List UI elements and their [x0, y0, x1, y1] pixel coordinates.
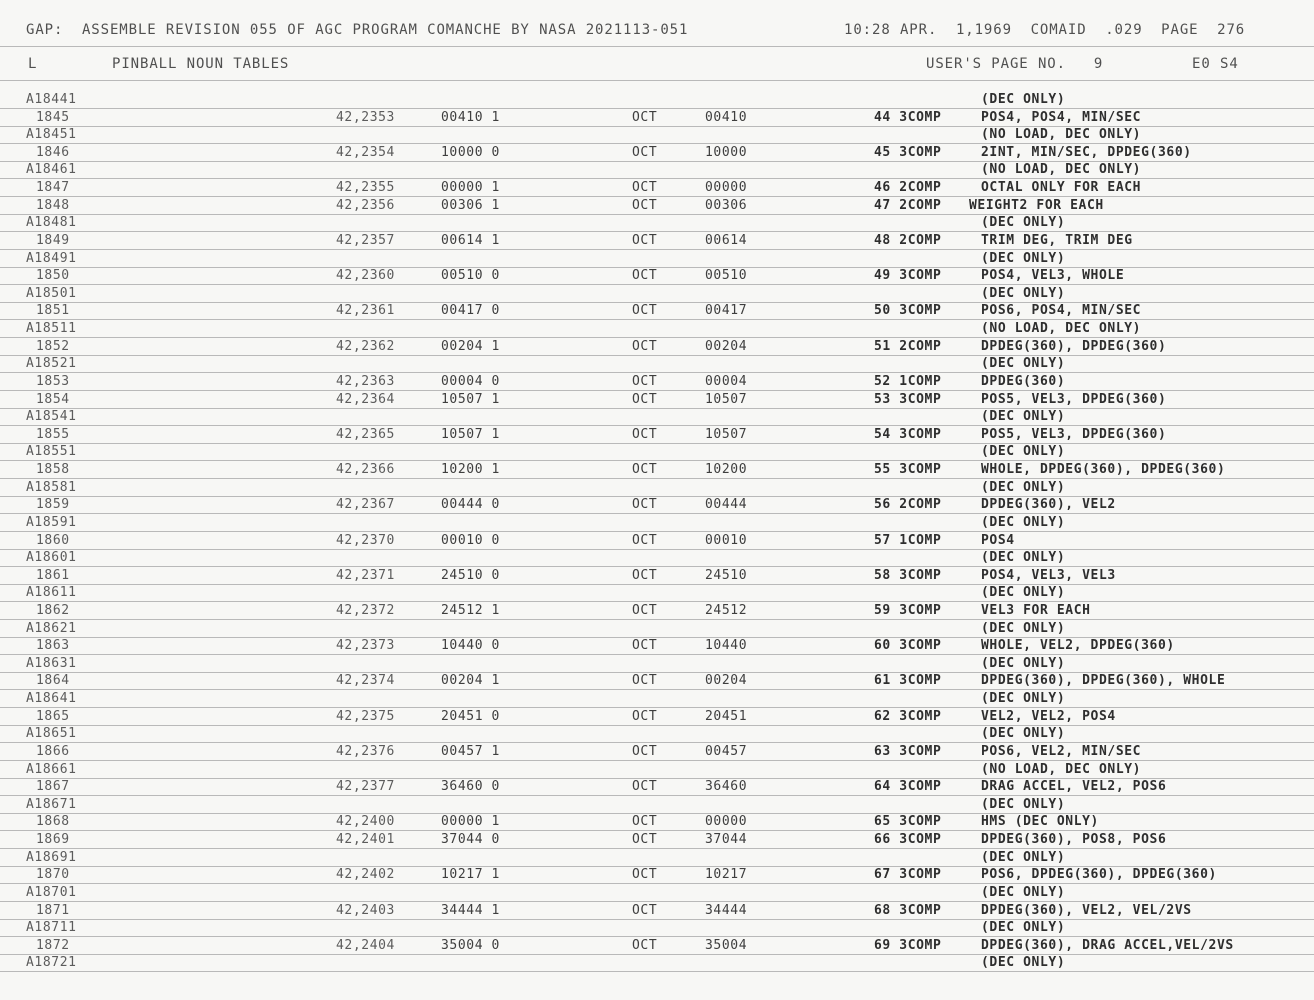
- noun-description: POS6, VEL2, MIN/SEC: [981, 744, 1142, 759]
- address: 42,2357: [336, 233, 395, 248]
- operand-value: 10200: [705, 462, 748, 477]
- comment-text: (NO LOAD, DEC ONLY): [981, 127, 1142, 142]
- row-rule: [0, 443, 1314, 444]
- comment-text: (DEC ONLY): [981, 955, 1066, 970]
- line-number: 1870: [36, 867, 70, 882]
- operand-value: 10217: [705, 867, 748, 882]
- line-number: 1853: [36, 374, 70, 389]
- line-number: 1852: [36, 339, 70, 354]
- comment-text: (DEC ONLY): [981, 726, 1066, 741]
- octal-word: 00410 1: [441, 110, 500, 125]
- card-id: A18601: [26, 550, 77, 565]
- operand-value: 00444: [705, 497, 748, 512]
- noun-number: 54 3COMP: [874, 427, 942, 442]
- operand-value: 00204: [705, 673, 748, 688]
- noun-description: OCTAL ONLY FOR EACH: [981, 180, 1142, 195]
- opcode: OCT: [632, 392, 658, 407]
- card-id: A18581: [26, 480, 77, 495]
- card-id: A18491: [26, 251, 77, 266]
- noun-description: POS5, VEL3, DPDEG(360): [981, 427, 1167, 442]
- line-number: 1858: [36, 462, 70, 477]
- noun-description: POS4, POS4, MIN/SEC: [981, 110, 1142, 125]
- comment-text: (DEC ONLY): [981, 585, 1066, 600]
- row-rule: [0, 725, 1314, 726]
- noun-description: DPDEG(360), DPDEG(360): [981, 339, 1167, 354]
- address: 42,2366: [336, 462, 395, 477]
- operand-value: 35004: [705, 938, 748, 953]
- header-rule-2: [0, 80, 1314, 81]
- operand-value: 24510: [705, 568, 748, 583]
- noun-description: POS6, POS4, MIN/SEC: [981, 303, 1142, 318]
- row-rule: [0, 954, 1314, 955]
- address: 42,2373: [336, 638, 395, 653]
- operand-value: 00204: [705, 339, 748, 354]
- noun-number: 51 2COMP: [874, 339, 942, 354]
- octal-word: 24510 0: [441, 568, 500, 583]
- card-id: A18551: [26, 444, 77, 459]
- noun-number: 63 3COMP: [874, 744, 942, 759]
- octal-word: 00444 0: [441, 497, 500, 512]
- line-number: 1865: [36, 709, 70, 724]
- octal-word: 00306 1: [441, 198, 500, 213]
- opcode: OCT: [632, 110, 658, 125]
- comment-text: (DEC ONLY): [981, 850, 1066, 865]
- address: 42,2401: [336, 832, 395, 847]
- operand-value: 00410: [705, 110, 748, 125]
- octal-word: 00004 0: [441, 374, 500, 389]
- card-id: A18441: [26, 92, 77, 107]
- noun-number: 68 3COMP: [874, 903, 942, 918]
- address: 42,2367: [336, 497, 395, 512]
- card-id: A18501: [26, 286, 77, 301]
- users-page-number: USER'S PAGE NO. 9: [926, 56, 1104, 72]
- noun-description: DPDEG(360), VEL2: [981, 497, 1116, 512]
- opcode: OCT: [632, 903, 658, 918]
- noun-description: DPDEG(360), DPDEG(360), WHOLE: [981, 673, 1226, 688]
- line-number: 1867: [36, 779, 70, 794]
- row-rule: [0, 742, 1314, 743]
- comment-text: (DEC ONLY): [981, 215, 1066, 230]
- noun-description: DPDEG(360), VEL2, VEL/2VS: [981, 903, 1192, 918]
- noun-description: VEL3 FOR EACH: [981, 603, 1091, 618]
- card-id: A18691: [26, 850, 77, 865]
- octal-word: 10200 1: [441, 462, 500, 477]
- card-id: A18711: [26, 920, 77, 935]
- line-number: 1862: [36, 603, 70, 618]
- operand-value: 00417: [705, 303, 748, 318]
- octal-word: 00614 1: [441, 233, 500, 248]
- noun-description: POS5, VEL3, DPDEG(360): [981, 392, 1167, 407]
- row-rule: [0, 971, 1314, 972]
- line-number: 1868: [36, 814, 70, 829]
- address: 42,2376: [336, 744, 395, 759]
- row-rule: [0, 654, 1314, 655]
- octal-word: 00510 0: [441, 268, 500, 283]
- operand-value: 10507: [705, 392, 748, 407]
- comment-text: (DEC ONLY): [981, 356, 1066, 371]
- operand-value: 00614: [705, 233, 748, 248]
- octal-word: 36460 0: [441, 779, 500, 794]
- row-rule: [0, 390, 1314, 391]
- card-id: A18591: [26, 515, 77, 530]
- address: 42,2370: [336, 533, 395, 548]
- card-id: A18451: [26, 127, 77, 142]
- noun-number: 44 3COMP: [874, 110, 942, 125]
- address: 42,2374: [336, 673, 395, 688]
- page-tag: E0 S4: [1192, 56, 1239, 72]
- address: 42,2353: [336, 110, 395, 125]
- octal-word: 10507 1: [441, 392, 500, 407]
- noun-description: DRAG ACCEL, VEL2, POS6: [981, 779, 1167, 794]
- row-rule: [0, 249, 1314, 250]
- opcode: OCT: [632, 180, 658, 195]
- address: 42,2354: [336, 145, 395, 160]
- line-number: 1869: [36, 832, 70, 847]
- opcode: OCT: [632, 638, 658, 653]
- octal-word: 00417 0: [441, 303, 500, 318]
- card-id: A18651: [26, 726, 77, 741]
- address: 42,2371: [336, 568, 395, 583]
- row-rule: [0, 936, 1314, 937]
- comment-text: (DEC ONLY): [981, 444, 1066, 459]
- noun-description: WEIGHT2 FOR EACH: [969, 198, 1104, 213]
- row-rule: [0, 143, 1314, 144]
- row-rule: [0, 214, 1314, 215]
- noun-description: WHOLE, VEL2, DPDEG(360): [981, 638, 1175, 653]
- operand-value: 10440: [705, 638, 748, 653]
- octal-word: 35004 0: [441, 938, 500, 953]
- noun-number: 62 3COMP: [874, 709, 942, 724]
- noun-number: 47 2COMP: [874, 198, 942, 213]
- operand-value: 00004: [705, 374, 748, 389]
- card-id: A18541: [26, 409, 77, 424]
- row-rule: [0, 901, 1314, 902]
- line-number: 1854: [36, 392, 70, 407]
- address: 42,2360: [336, 268, 395, 283]
- comment-text: (DEC ONLY): [981, 480, 1066, 495]
- address: 42,2355: [336, 180, 395, 195]
- octal-word: 37044 0: [441, 832, 500, 847]
- noun-number: 57 1COMP: [874, 533, 942, 548]
- noun-number: 58 3COMP: [874, 568, 942, 583]
- line-number: 1860: [36, 533, 70, 548]
- opcode: OCT: [632, 744, 658, 759]
- line-number: 1872: [36, 938, 70, 953]
- row-rule: [0, 284, 1314, 285]
- noun-description: VEL2, VEL2, POS4: [981, 709, 1116, 724]
- opcode: OCT: [632, 145, 658, 160]
- operand-value: 24512: [705, 603, 748, 618]
- octal-word: 00000 1: [441, 814, 500, 829]
- opcode: OCT: [632, 233, 658, 248]
- row-rule: [0, 513, 1314, 514]
- noun-description: POS4, VEL3, VEL3: [981, 568, 1116, 583]
- row-rule: [0, 178, 1314, 179]
- noun-description: 2INT, MIN/SEC, DPDEG(360): [981, 145, 1192, 160]
- octal-word: 24512 1: [441, 603, 500, 618]
- noun-number: 67 3COMP: [874, 867, 942, 882]
- row-rule: [0, 830, 1314, 831]
- opcode: OCT: [632, 568, 658, 583]
- line-number: 1850: [36, 268, 70, 283]
- section-title: PINBALL NOUN TABLES: [112, 56, 290, 72]
- line-number: 1863: [36, 638, 70, 653]
- noun-description: HMS (DEC ONLY): [981, 814, 1099, 829]
- row-rule: [0, 531, 1314, 532]
- opcode: OCT: [632, 268, 658, 283]
- comment-text: (NO LOAD, DEC ONLY): [981, 321, 1142, 336]
- row-rule: [0, 919, 1314, 920]
- line-number: 1861: [36, 568, 70, 583]
- card-id: A18461: [26, 162, 77, 177]
- noun-number: 50 3COMP: [874, 303, 942, 318]
- operand-value: 10000: [705, 145, 748, 160]
- row-rule: [0, 883, 1314, 884]
- row-rule: [0, 196, 1314, 197]
- line-number: 1851: [36, 303, 70, 318]
- opcode: OCT: [632, 374, 658, 389]
- operand-value: 36460: [705, 779, 748, 794]
- line-number: 1859: [36, 497, 70, 512]
- noun-number: 45 3COMP: [874, 145, 942, 160]
- noun-number: 66 3COMP: [874, 832, 942, 847]
- comment-text: (DEC ONLY): [981, 621, 1066, 636]
- card-id: A18721: [26, 955, 77, 970]
- row-rule: [0, 619, 1314, 620]
- operand-value: 10507: [705, 427, 748, 442]
- noun-number: 52 1COMP: [874, 374, 942, 389]
- card-id: A18701: [26, 885, 77, 900]
- address: 42,2375: [336, 709, 395, 724]
- octal-word: 00457 1: [441, 744, 500, 759]
- opcode: OCT: [632, 832, 658, 847]
- row-rule: [0, 689, 1314, 690]
- octal-word: 00204 1: [441, 673, 500, 688]
- comment-text: (DEC ONLY): [981, 691, 1066, 706]
- address: 42,2363: [336, 374, 395, 389]
- row-rule: [0, 707, 1314, 708]
- line-number: 1871: [36, 903, 70, 918]
- operand-value: 37044: [705, 832, 748, 847]
- octal-word: 00010 0: [441, 533, 500, 548]
- noun-number: 56 2COMP: [874, 497, 942, 512]
- noun-description: DPDEG(360): [981, 374, 1066, 389]
- noun-description: WHOLE, DPDEG(360), DPDEG(360): [981, 462, 1226, 477]
- noun-number: 64 3COMP: [874, 779, 942, 794]
- noun-number: 61 3COMP: [874, 673, 942, 688]
- opcode: OCT: [632, 779, 658, 794]
- row-rule: [0, 478, 1314, 479]
- opcode: OCT: [632, 427, 658, 442]
- row-rule: [0, 460, 1314, 461]
- operand-value: 00510: [705, 268, 748, 283]
- comment-text: (DEC ONLY): [981, 920, 1066, 935]
- header-date-page: 10:28 APR. 1,1969 COMAID .029 PAGE 276: [844, 22, 1246, 38]
- comment-text: (NO LOAD, DEC ONLY): [981, 162, 1142, 177]
- octal-word: 10217 1: [441, 867, 500, 882]
- row-rule: [0, 848, 1314, 849]
- row-rule: [0, 337, 1314, 338]
- operand-value: 34444: [705, 903, 748, 918]
- octal-word: 00000 1: [441, 180, 500, 195]
- octal-word: 10000 0: [441, 145, 500, 160]
- row-rule: [0, 760, 1314, 761]
- row-rule: [0, 795, 1314, 796]
- line-number: 1847: [36, 180, 70, 195]
- header-rule: [0, 46, 1314, 47]
- card-id: A18521: [26, 356, 77, 371]
- row-rule: [0, 549, 1314, 550]
- line-number: 1864: [36, 673, 70, 688]
- card-id: A18631: [26, 656, 77, 671]
- opcode: OCT: [632, 303, 658, 318]
- comment-text: (DEC ONLY): [981, 656, 1066, 671]
- noun-description: TRIM DEG, TRIM DEG: [981, 233, 1133, 248]
- noun-description: POS6, DPDEG(360), DPDEG(360): [981, 867, 1217, 882]
- header-col-l: L: [28, 56, 38, 72]
- noun-number: 53 3COMP: [874, 392, 942, 407]
- address: 42,2402: [336, 867, 395, 882]
- opcode: OCT: [632, 673, 658, 688]
- octal-word: 10507 1: [441, 427, 500, 442]
- opcode: OCT: [632, 462, 658, 477]
- octal-word: 00204 1: [441, 339, 500, 354]
- noun-description: POS4: [981, 533, 1015, 548]
- card-id: A18621: [26, 621, 77, 636]
- address: 42,2403: [336, 903, 395, 918]
- comment-text: (DEC ONLY): [981, 550, 1066, 565]
- noun-number: 69 3COMP: [874, 938, 942, 953]
- address: 42,2364: [336, 392, 395, 407]
- noun-number: 59 3COMP: [874, 603, 942, 618]
- line-number: 1855: [36, 427, 70, 442]
- opcode: OCT: [632, 339, 658, 354]
- address: 42,2372: [336, 603, 395, 618]
- opcode: OCT: [632, 603, 658, 618]
- line-number: 1866: [36, 744, 70, 759]
- card-id: A18481: [26, 215, 77, 230]
- noun-number: 60 3COMP: [874, 638, 942, 653]
- octal-word: 10440 0: [441, 638, 500, 653]
- row-rule: [0, 425, 1314, 426]
- row-rule: [0, 601, 1314, 602]
- address: 42,2400: [336, 814, 395, 829]
- opcode: OCT: [632, 533, 658, 548]
- row-rule: [0, 408, 1314, 409]
- operand-value: 00306: [705, 198, 748, 213]
- opcode: OCT: [632, 938, 658, 953]
- address: 42,2361: [336, 303, 395, 318]
- noun-number: 46 2COMP: [874, 180, 942, 195]
- line-number: 1845: [36, 110, 70, 125]
- comment-text: (NO LOAD, DEC ONLY): [981, 762, 1142, 777]
- card-id: A18611: [26, 585, 77, 600]
- noun-description: DPDEG(360), POS8, POS6: [981, 832, 1167, 847]
- comment-text: (DEC ONLY): [981, 286, 1066, 301]
- operand-value: 20451: [705, 709, 748, 724]
- row-rule: [0, 108, 1314, 109]
- line-number: 1846: [36, 145, 70, 160]
- operand-value: 00010: [705, 533, 748, 548]
- operand-value: 00000: [705, 814, 748, 829]
- row-rule: [0, 231, 1314, 232]
- comment-text: (DEC ONLY): [981, 885, 1066, 900]
- row-rule: [0, 319, 1314, 320]
- card-id: A18511: [26, 321, 77, 336]
- opcode: OCT: [632, 867, 658, 882]
- comment-text: (DEC ONLY): [981, 251, 1066, 266]
- octal-word: 34444 1: [441, 903, 500, 918]
- address: 42,2377: [336, 779, 395, 794]
- noun-number: 49 3COMP: [874, 268, 942, 283]
- comment-text: (DEC ONLY): [981, 797, 1066, 812]
- noun-description: DPDEG(360), DRAG ACCEL,VEL/2VS: [981, 938, 1234, 953]
- operand-value: 00000: [705, 180, 748, 195]
- opcode: OCT: [632, 709, 658, 724]
- line-number: 1849: [36, 233, 70, 248]
- noun-number: 65 3COMP: [874, 814, 942, 829]
- comment-text: (DEC ONLY): [981, 92, 1066, 107]
- line-number: 1848: [36, 198, 70, 213]
- address: 42,2356: [336, 198, 395, 213]
- noun-number: 48 2COMP: [874, 233, 942, 248]
- opcode: OCT: [632, 497, 658, 512]
- header-program-title: GAP: ASSEMBLE REVISION 055 OF AGC PROGRAM COMANCHE BY NASA 2021113-051: [26, 22, 689, 38]
- opcode: OCT: [632, 814, 658, 829]
- address: 42,2365: [336, 427, 395, 442]
- octal-word: 20451 0: [441, 709, 500, 724]
- row-rule: [0, 584, 1314, 585]
- card-id: A18671: [26, 797, 77, 812]
- opcode: OCT: [632, 198, 658, 213]
- row-rule: [0, 355, 1314, 356]
- noun-number: 55 3COMP: [874, 462, 942, 477]
- comment-text: (DEC ONLY): [981, 515, 1066, 530]
- noun-description: POS4, VEL3, WHOLE: [981, 268, 1125, 283]
- address: 42,2362: [336, 339, 395, 354]
- card-id: A18661: [26, 762, 77, 777]
- operand-value: 00457: [705, 744, 748, 759]
- row-rule: [0, 566, 1314, 567]
- row-rule: [0, 372, 1314, 373]
- card-id: A18641: [26, 691, 77, 706]
- comment-text: (DEC ONLY): [981, 409, 1066, 424]
- address: 42,2404: [336, 938, 395, 953]
